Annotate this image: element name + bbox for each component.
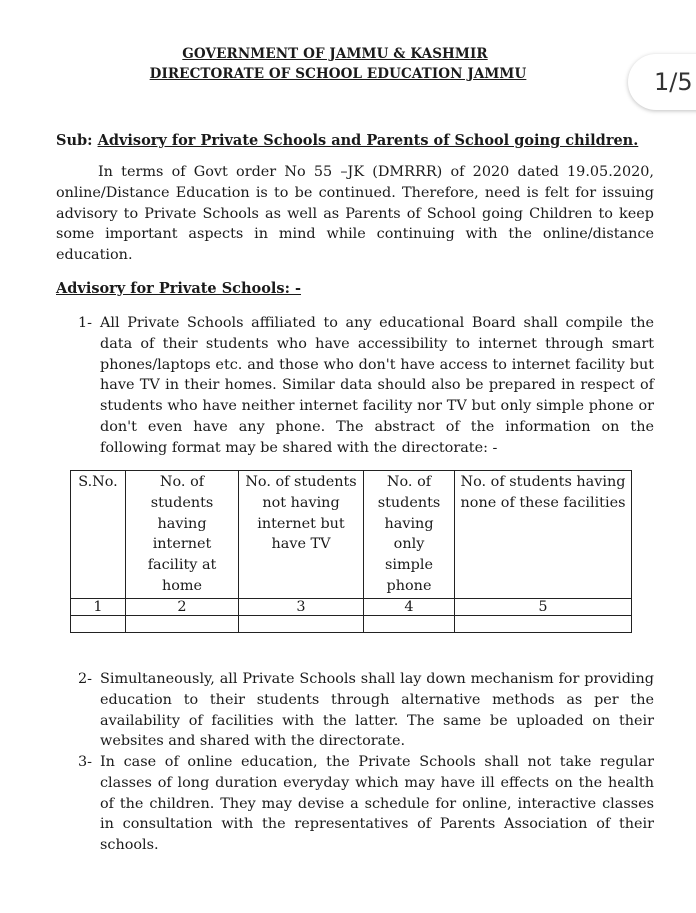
item-text: All Private Schools affiliated to any educational Board shall compile the data of their students who have accessibility to internet through smart phones/laptops etc. and those who don't have access to internet facility but have TV in their homes. Similar data should also be prepared in respect of students who have neither internet facility nor TV but only simple phone or don't even have any phone. The abstract of the information on the following format may be shared with the directorate: - — [100, 315, 654, 456]
page-indicator: 1/5 — [628, 54, 696, 110]
format-table — [70, 470, 632, 633]
table-cell: 5 — [455, 598, 632, 615]
advisory-item — [78, 313, 654, 459]
table-cell: 2 — [126, 598, 239, 615]
advisory-item — [78, 752, 654, 856]
advisory-item — [78, 669, 654, 752]
table-cell — [126, 615, 239, 632]
header-government: GOVERNMENT OF JAMMU & KASHMIR — [182, 46, 488, 62]
table-header-cell: No. of students having internet facility at home — [126, 471, 239, 599]
table-header-cell: S.No. — [71, 471, 126, 599]
table-number-row — [71, 598, 632, 615]
table-cell: 1 — [71, 598, 126, 615]
table-cell — [239, 615, 364, 632]
item-number: 2- — [78, 671, 93, 687]
table-cell — [364, 615, 455, 632]
table-header-cell: No. of students not having internet but have TV — [239, 471, 364, 599]
table-header-cell: No. of students having none of these facilities — [455, 471, 632, 599]
subject-title: Advisory for Private Schools and Parents of School going children. — [97, 132, 639, 149]
item-text: In case of online education, the Private Schools shall not take regular classes of long duration everyday which may have ill effects on the health of the children. They may devise a schedule for online, interactive classes in consultation with the representatives of Parents Association of their schools. — [100, 754, 654, 854]
table-header-row — [71, 471, 632, 599]
header-directorate: DIRECTORATE OF SCHOOL EDUCATION JAMMU — [149, 66, 527, 82]
table-cell — [455, 615, 632, 632]
item-number: 1- — [78, 315, 93, 331]
table-cell — [71, 615, 126, 632]
table-cell: 4 — [364, 598, 455, 615]
table-header-cell: No. of students having only simple phone — [364, 471, 455, 599]
section-heading: Advisory for Private Schools: - — [56, 280, 301, 297]
subject-label: Sub: — [56, 132, 93, 149]
item-text: Simultaneously, all Private Schools shall lay down mechanism for providing education to their students through alternative methods as per the availability of facilities with the latter. The same be uploaded on their websites and shared with the directorate. — [100, 671, 654, 750]
table-cell: 3 — [239, 598, 364, 615]
intro-paragraph: In terms of Govt order No 55 –JK (DMRRR) of 2020 dated 19.05.2020, online/Distance Education is to be continued. Therefore, need is felt for issuing advisory to Private Schools as well as Parents of School going Children to keep some important aspects in mind while continuing with the online/distance education. — [56, 164, 654, 264]
table-empty-row — [71, 615, 632, 632]
subject-line — [56, 132, 638, 149]
item-number: 3- — [78, 754, 93, 770]
